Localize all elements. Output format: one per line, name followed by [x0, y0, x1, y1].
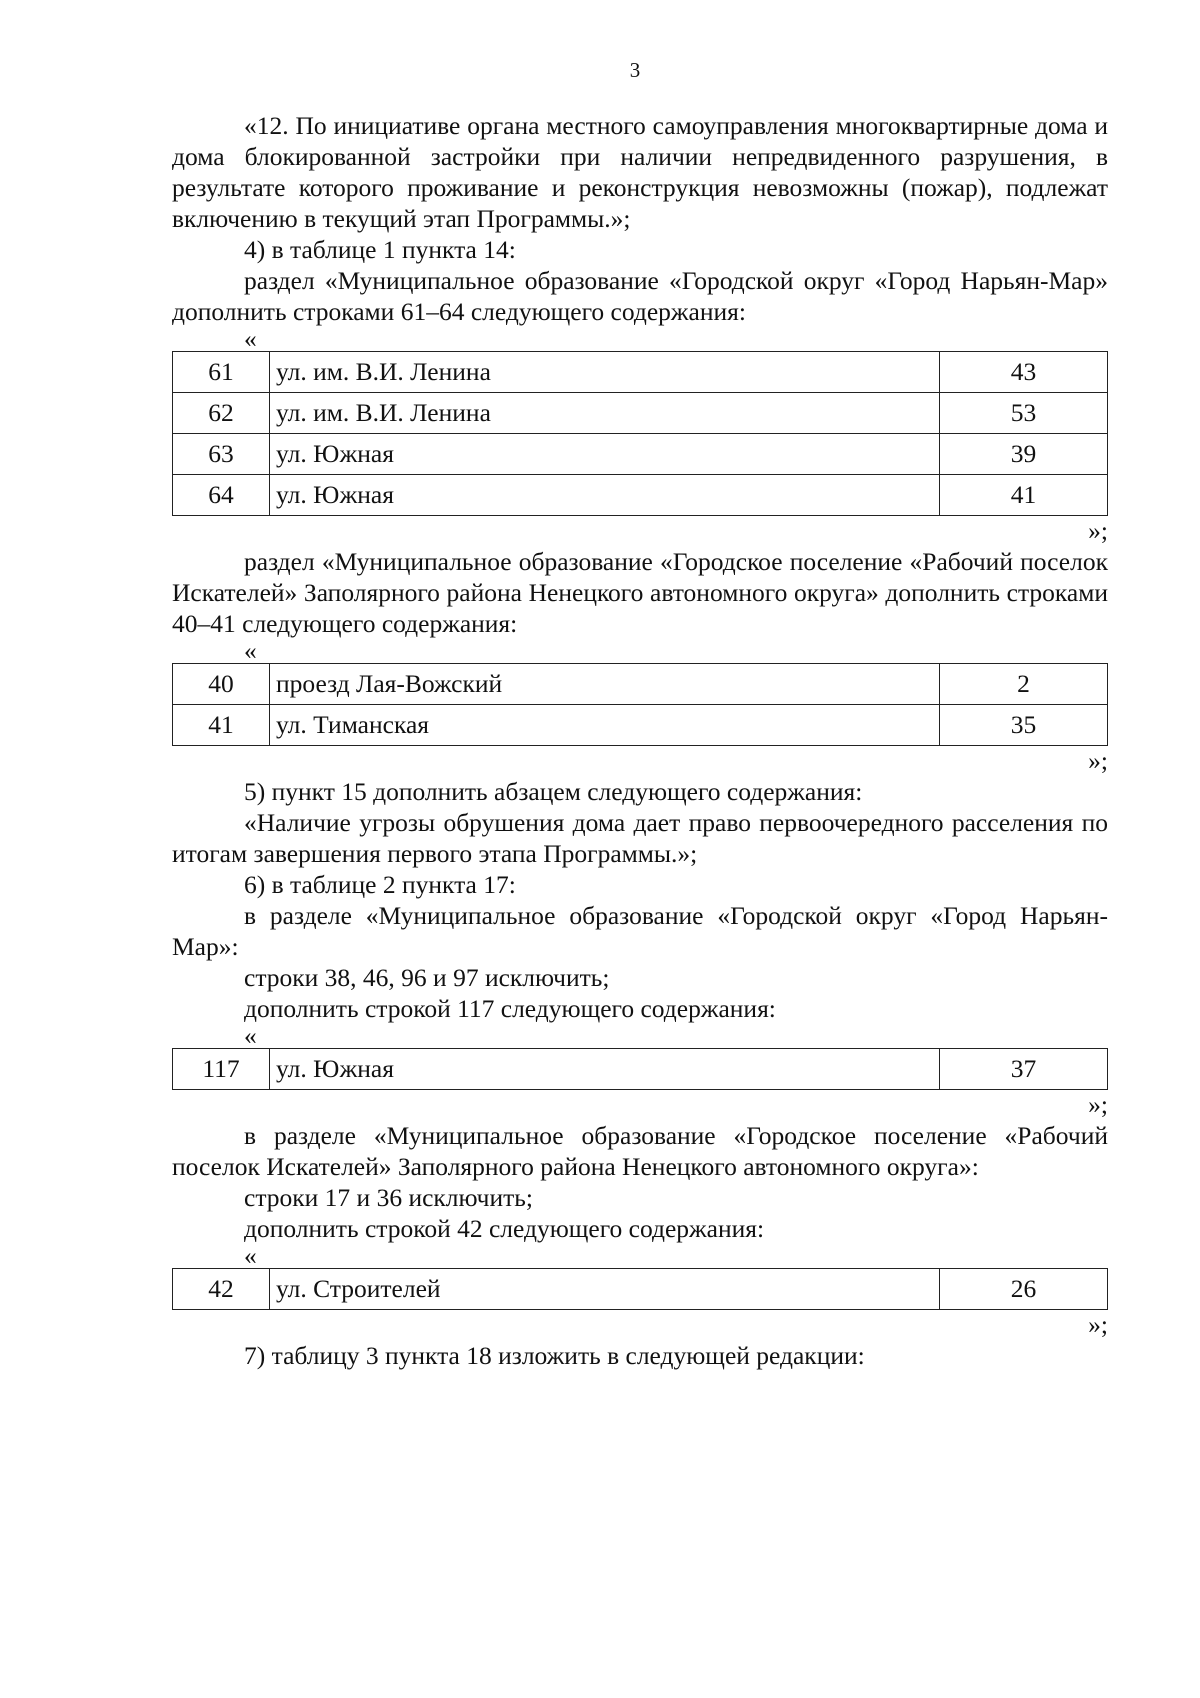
row-street: ул. Строителей: [270, 1269, 940, 1310]
table-naryan-mar-row-117: [172, 1048, 1108, 1090]
paragraph-add-row-117: дополнить строкой 117 следующего содержания:: [244, 994, 776, 1023]
row-street: ул. им. В.И. Ленина: [270, 352, 940, 393]
table-iskateley-row-42: [172, 1268, 1108, 1310]
table-row: [173, 393, 1108, 434]
row-street: ул. Тиманская: [270, 705, 940, 746]
row-house: 2: [940, 664, 1108, 705]
table-row: [173, 1049, 1108, 1090]
row-street: ул. Южная: [270, 434, 940, 475]
row-number: 117: [173, 1049, 270, 1090]
table-row: [173, 434, 1108, 475]
quote-close-mark: »;: [1088, 746, 1108, 775]
paragraph-add-row-42: дополнить строкой 42 следующего содержания:: [244, 1214, 765, 1243]
row-number: 42: [173, 1269, 270, 1310]
paragraph-exclude-rows: строки 38, 46, 96 и 97 исключить;: [244, 963, 610, 992]
paragraph-section-iskateley-2: в разделе «Муниципальное образование «Городское поселение «Рабочий поселок Искателей» Заполярного района Ненецкого автономного округа»:: [172, 1121, 1108, 1181]
row-street: ул. Южная: [270, 1049, 940, 1090]
row-number: 61: [173, 352, 270, 393]
quote-open-mark: «: [244, 1241, 257, 1270]
paragraph-section-naryan-mar: раздел «Муниципальное образование «Городской округ «Город Нарьян-Мар» дополнить строками 61–64 следующего содержания:: [172, 266, 1108, 326]
paragraph-exclude-rows-2: строки 17 и 36 исключить;: [244, 1183, 533, 1212]
table-naryan-mar-rows-61-64: [172, 351, 1108, 516]
row-street: проезд Лая-Вожский: [270, 664, 940, 705]
row-number: 40: [173, 664, 270, 705]
table-row: [173, 475, 1108, 516]
quote-open-mark: «: [244, 324, 257, 353]
quote-close-mark: »;: [1088, 516, 1108, 545]
quote-open-mark: «: [244, 1021, 257, 1050]
paragraph-subitem-7: 7) таблицу 3 пункта 18 изложить в следующей редакции:: [244, 1341, 865, 1370]
row-house: 43: [940, 352, 1108, 393]
paragraph-collapse-threat: «Наличие угрозы обрушения дома дает право первоочередного расселения по итогам завершения первого этапа Программы.»;: [172, 808, 1108, 868]
table-row: [173, 1269, 1108, 1310]
row-house: 53: [940, 393, 1108, 434]
row-house: 41: [940, 475, 1108, 516]
row-number: 41: [173, 705, 270, 746]
row-number: 62: [173, 393, 270, 434]
quote-open-mark: «: [244, 636, 257, 665]
table-row: [173, 664, 1108, 705]
row-house: 37: [940, 1049, 1108, 1090]
quote-close-mark: »;: [1088, 1310, 1108, 1339]
table-row: [173, 352, 1108, 393]
row-street: ул. им. В.И. Ленина: [270, 393, 940, 434]
row-house: 35: [940, 705, 1108, 746]
row-street: ул. Южная: [270, 475, 940, 516]
paragraph-section-iskateley: раздел «Муниципальное образование «Городское поселение «Рабочий поселок Искателей» Заполярного района Ненецкого автономного округа» дополнить строками 40–41 следующего содержания:: [172, 547, 1108, 638]
paragraph-subitem-5: 5) пункт 15 дополнить абзацем следующего содержания:: [244, 777, 863, 806]
row-number: 64: [173, 475, 270, 516]
row-number: 63: [173, 434, 270, 475]
row-house: 26: [940, 1269, 1108, 1310]
row-house: 39: [940, 434, 1108, 475]
paragraph-subitem-6: 6) в таблице 2 пункта 17:: [244, 870, 516, 899]
paragraph-section-naryan-mar-2: в разделе «Муниципальное образование «Городской округ «Город Нарьян-Мар»:: [172, 901, 1108, 961]
quote-close-mark: »;: [1088, 1090, 1108, 1119]
document-body: [172, 110, 1108, 1371]
page-number: 3: [629, 58, 641, 82]
table-iskateley-rows-40-41: [172, 663, 1108, 746]
paragraph-item-12: «12. По инициативе органа местного самоуправления многоквартирные дома и дома блокированной застройки при наличии непредвиденного разрушения, в результате которого проживание и реконструкция невозможны (пожар), подлежат включению в текущий этап Программы.»;: [172, 111, 1108, 233]
table-row: [173, 705, 1108, 746]
paragraph-subitem-4: 4) в таблице 1 пункта 14:: [244, 235, 516, 264]
